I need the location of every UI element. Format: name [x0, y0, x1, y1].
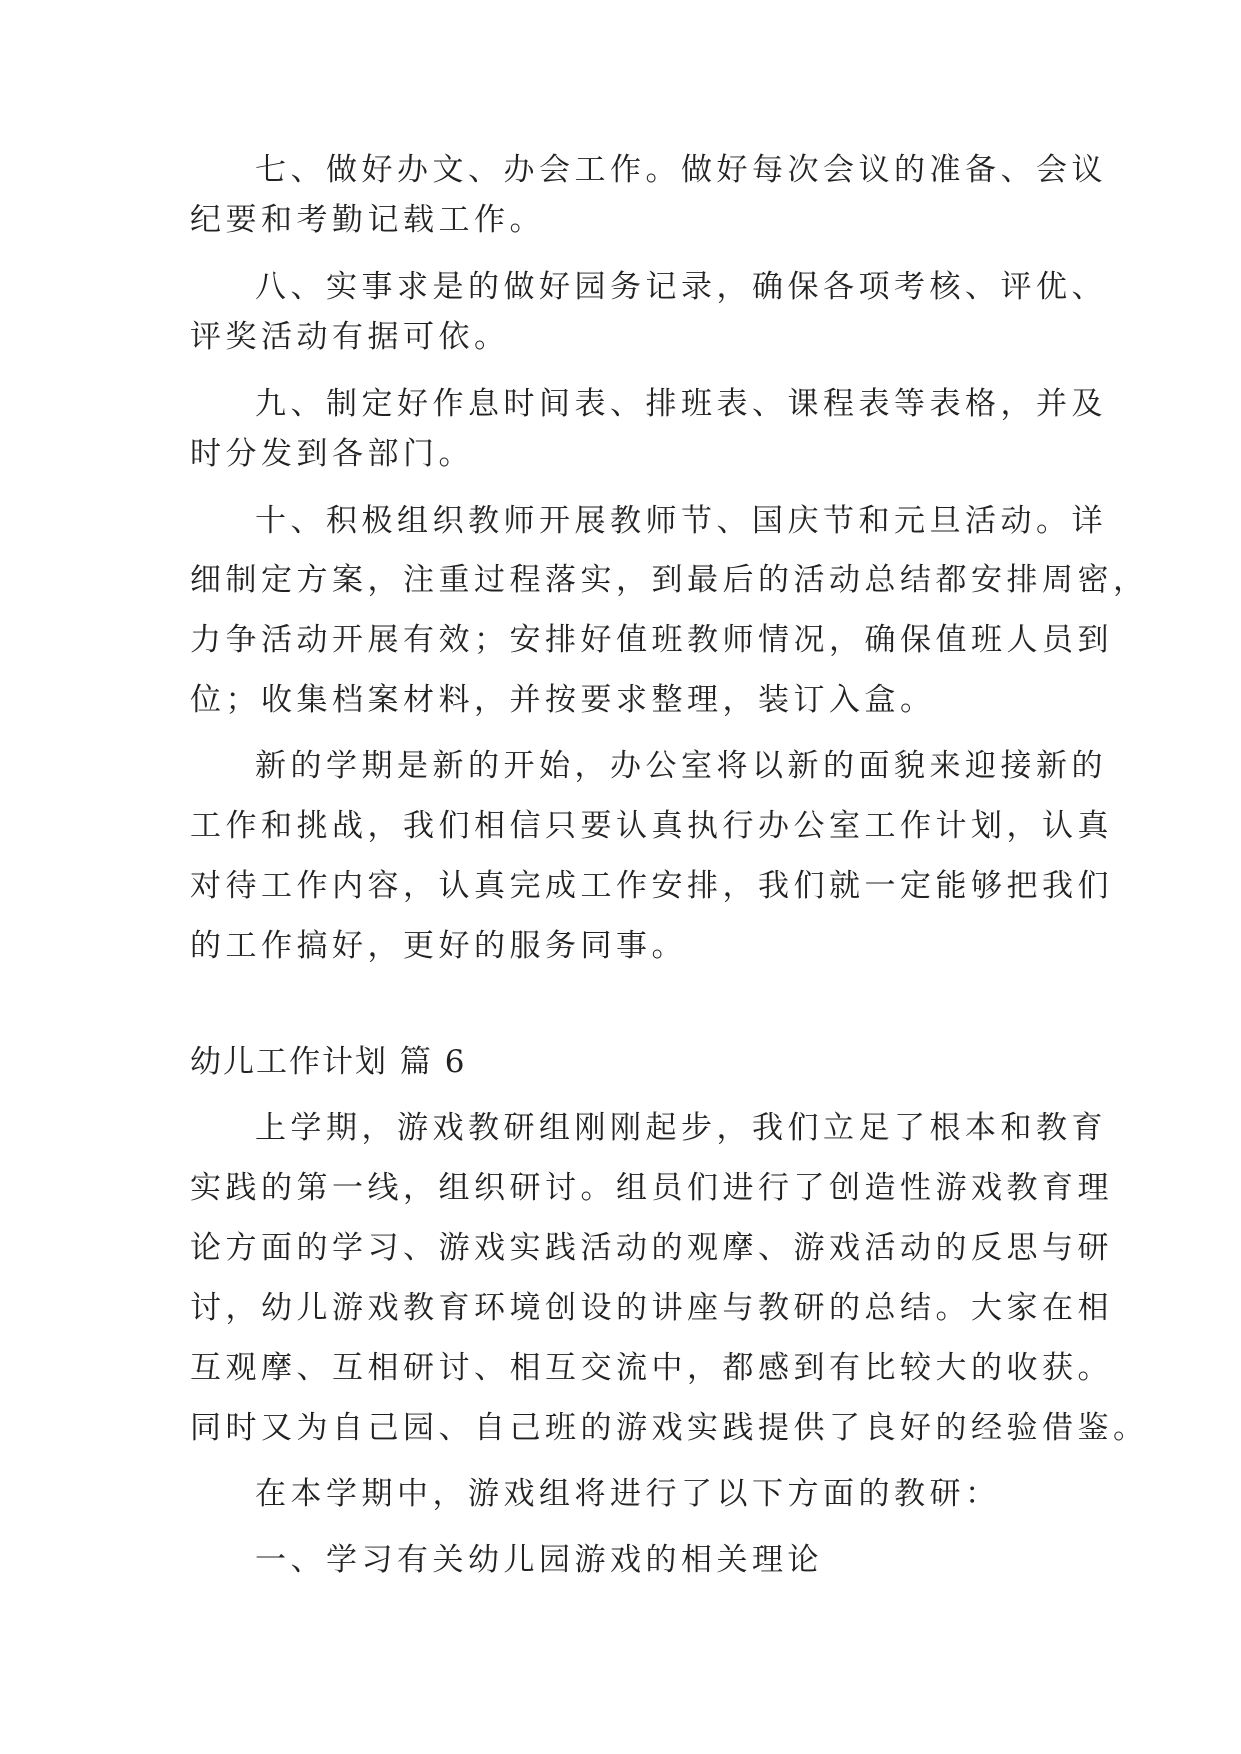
paragraph-line: 实践的第一线，组织研讨。组员们进行了创造性游戏教育理 [190, 1170, 1113, 1206]
paragraph-line: 对待工作内容，认真完成工作安排，我们就一定能够把我们 [190, 868, 1113, 904]
paragraph-line: 十、积极组织教师开展教师节、国庆节和元旦活动。详 [255, 503, 1107, 539]
section-heading: 幼儿工作计划 篇 6 [190, 1044, 467, 1080]
paragraph-line: 在本学期中，游戏组将进行了以下方面的教研： [255, 1476, 1001, 1512]
paragraph-line: 七、做好办文、办会工作。做好每次会议的准备、会议 [255, 152, 1107, 188]
paragraph-line: 力争活动开展有效；安排好值班教师情况，确保值班人员到 [190, 622, 1113, 658]
paragraph-line: 的工作搞好，更好的服务同事。 [190, 928, 687, 964]
paragraph-line: 细制定方案，注重过程落实，到最后的活动总结都安排周密， [190, 562, 1149, 598]
paragraph-line: 纪要和考勤记载工作。 [190, 202, 545, 238]
paragraph-line: 同时又为自己园、自己班的游戏实践提供了良好的经验借鉴。 [190, 1410, 1149, 1446]
paragraph-line: 评奖活动有据可依。 [190, 319, 510, 355]
paragraph-line: 一、学习有关幼儿园游戏的相关理论 [255, 1542, 823, 1578]
paragraph-line: 论方面的学习、游戏实践活动的观摩、游戏活动的反思与研 [190, 1230, 1113, 1266]
paragraph-line: 讨，幼儿游戏教育环境创设的讲座与教研的总结。大家在相 [190, 1290, 1113, 1326]
paragraph-line: 上学期，游戏教研组刚刚起步，我们立足了根本和教育 [255, 1110, 1107, 1146]
paragraph-line: 时分发到各部门。 [190, 436, 474, 472]
paragraph-line: 位；收集档案材料，并按要求整理，装订入盒。 [190, 682, 936, 718]
paragraph-line: 新的学期是新的开始，办公室将以新的面貌来迎接新的 [255, 748, 1107, 784]
paragraph-line: 九、制定好作息时间表、排班表、课程表等表格，并及 [255, 386, 1107, 422]
paragraph-line: 八、实事求是的做好园务记录，确保各项考核、评优、 [255, 269, 1107, 305]
paragraph-line: 互观摩、互相研讨、相互交流中，都感到有比较大的收获。 [190, 1350, 1113, 1386]
paragraph-line: 工作和挑战，我们相信只要认真执行办公室工作计划，认真 [190, 808, 1113, 844]
